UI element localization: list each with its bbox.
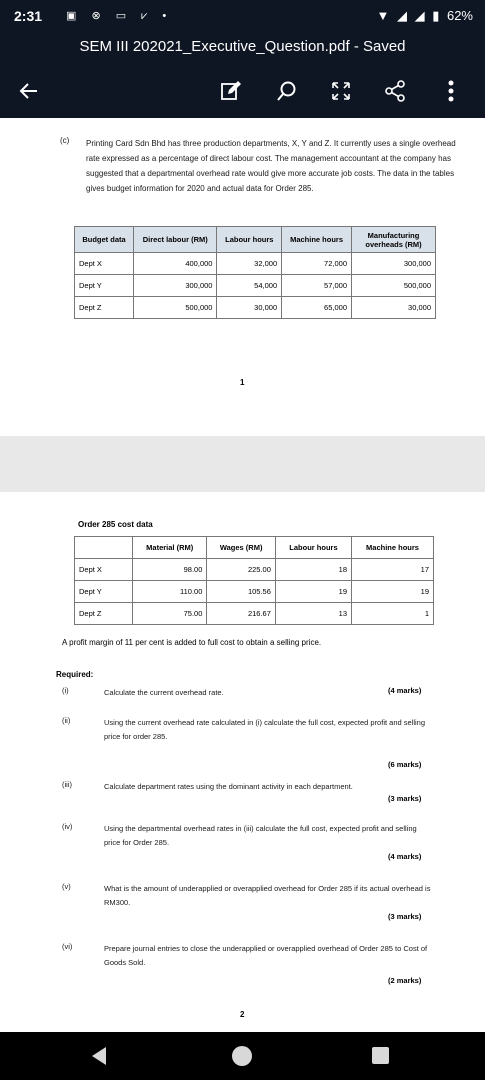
table-cell: Dept Z (75, 297, 134, 319)
expand-icon (330, 80, 352, 102)
budget-data-table (74, 226, 436, 319)
table-cell: 300,000 (134, 275, 217, 297)
question-marks: (4 marks) (388, 852, 422, 861)
arrow-left-icon (17, 79, 41, 103)
app-toolbar (0, 70, 485, 110)
battery-percent: 62% (446, 8, 473, 23)
table-cell: 105.56 (207, 581, 276, 603)
notification-icons: ▣ ⊗ ▭ ⩗ • (66, 10, 173, 22)
page-number: 2 (240, 1010, 245, 1019)
signal-icon: ◢ (396, 8, 407, 23)
table-cell: 65,000 (282, 297, 352, 319)
table-cell: 30,000 (217, 297, 282, 319)
question-marks: (4 marks) (388, 686, 422, 695)
profit-note: A profit margin of 11 per cent is added to full cost to obtain a selling price. (62, 638, 322, 647)
table-row (75, 275, 436, 297)
question-text: What is the amount of underapplied or overapplied overhead for Order 285 if its actual overhead is RM300. (104, 884, 431, 907)
question-number: (iv) (62, 822, 73, 831)
question-number: (i) (62, 686, 69, 695)
pdf-page-1 (0, 118, 485, 436)
required-label: Required: (56, 670, 94, 679)
table-header-cell: Machine hours (282, 227, 352, 253)
table-cell: 19 (275, 581, 351, 603)
page-gap (0, 436, 485, 492)
table-cell: 17 (352, 559, 434, 581)
table-cell: 98.00 (133, 559, 207, 581)
question-marks: (3 marks) (388, 912, 422, 921)
question-text: Using the departmental overhead rates in (iii) calculate the full cost, expected profit and selling price for Order 285. (104, 824, 417, 847)
table-cell: 30,000 (352, 297, 436, 319)
question-text: Prepare journal entries to close the underapplied or overapplied overhead of Order 285 to Cost of Goods Sold. (104, 944, 428, 967)
status-right (372, 8, 473, 24)
app-top-bar (0, 0, 485, 118)
question-number: (v) (62, 882, 71, 891)
table-row (75, 581, 434, 603)
table-cell: Dept X (75, 559, 133, 581)
table-header-row (75, 537, 434, 559)
page-number: 1 (240, 378, 245, 387)
status-time: 2:31 (14, 8, 43, 24)
order-table-title: Order 285 cost data (78, 520, 153, 529)
search-icon (275, 79, 299, 103)
share-button[interactable] (380, 76, 410, 106)
table-cell: 13 (275, 603, 351, 625)
edit-button[interactable] (216, 76, 246, 106)
table-row (75, 253, 436, 275)
table-cell: 400,000 (134, 253, 217, 275)
table-header-cell: Labour hours (217, 227, 282, 253)
question-label: (c) (60, 136, 70, 145)
more-vert-icon (447, 79, 455, 103)
table-cell: 19 (352, 581, 434, 603)
status-bar (0, 0, 485, 32)
table-header-cell: Manufacturing overheads (RM) (352, 227, 436, 253)
battery-icon: ▮ (432, 8, 440, 23)
intro-text: Printing Card Sdn Bhd has three production departments, X, Y and Z. It currently uses a single overhead rate expressed as a percentage of direct labour cost. The management accountant at the company has suggested that a departmental overhead rate would give more accurate job costs. The data in the tables gives budget information for 2020 and actual data for Order 285. (86, 139, 456, 193)
edit-icon (219, 79, 243, 103)
table-cell: 110.00 (133, 581, 207, 603)
question-number: (iii) (62, 780, 72, 789)
question-text: Calculate the current overhead rate. (104, 688, 224, 697)
table-cell: Dept Y (75, 581, 133, 603)
nav-back-icon[interactable] (92, 1047, 106, 1065)
table-header-row (75, 227, 436, 253)
table-cell: 18 (275, 559, 351, 581)
pdf-page-2 (0, 492, 485, 1032)
table-cell: 300,000 (352, 253, 436, 275)
table-header-cell: Labour hours (275, 537, 351, 559)
table-header-cell: Direct labour (RM) (134, 227, 217, 253)
table-cell: 75.00 (133, 603, 207, 625)
question-text: Using the current overhead rate calculated in (i) calculate the full cost, expected profit and selling price for order 285. (104, 718, 426, 741)
table-header-cell: Wages (RM) (207, 537, 276, 559)
fullscreen-button[interactable] (326, 76, 356, 106)
order-cost-table (74, 536, 434, 625)
table-cell: 1 (352, 603, 434, 625)
table-cell: 225.00 (207, 559, 276, 581)
question-marks: (3 marks) (388, 794, 422, 803)
table-cell: Dept Z (75, 603, 133, 625)
signal-icon-2: ◢ (414, 8, 425, 23)
share-icon (384, 80, 406, 102)
question-number: (vi) (62, 942, 73, 951)
table-header-cell: Material (RM) (133, 537, 207, 559)
table-cell: 32,000 (217, 253, 282, 275)
table-row (75, 559, 434, 581)
table-cell: 500,000 (352, 275, 436, 297)
table-row (75, 297, 436, 319)
system-nav-bar (0, 1032, 485, 1080)
wifi-icon: ▼ (376, 8, 390, 23)
table-cell: 72,000 (282, 253, 352, 275)
table-cell: 57,000 (282, 275, 352, 297)
table-cell: 216.67 (207, 603, 276, 625)
table-header-cell (75, 537, 133, 559)
question-text: Calculate department rates using the dominant activity in each department. (104, 782, 353, 791)
table-cell: Dept X (75, 253, 134, 275)
question-number: (ii) (62, 716, 71, 725)
nav-recents-icon[interactable] (372, 1047, 389, 1064)
table-header-cell: Machine hours (352, 537, 434, 559)
question-marks: (2 marks) (388, 976, 422, 985)
question-marks: (6 marks) (388, 760, 422, 769)
table-cell: 500,000 (134, 297, 217, 319)
table-row (75, 603, 434, 625)
back-button[interactable] (14, 76, 44, 106)
document-title: SEM III 202021_Executive_Question.pdf - Saved (79, 38, 406, 55)
nav-home-icon[interactable] (232, 1046, 252, 1066)
more-options-button[interactable] (436, 76, 466, 106)
table-header-cell: Budget data (75, 227, 134, 253)
table-cell: Dept Y (75, 275, 134, 297)
search-button[interactable] (272, 76, 302, 106)
table-cell: 54,000 (217, 275, 282, 297)
